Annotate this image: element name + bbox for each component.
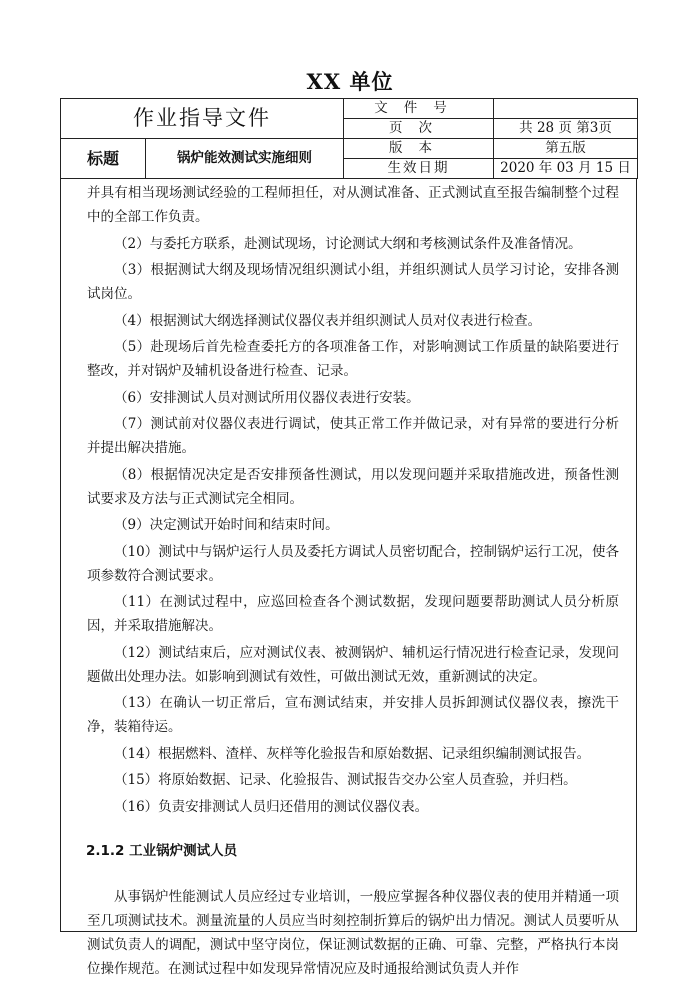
list-item: （2）与委托方联系，赴测试现场，讨论测试大纲和考核测试条件及准备情况。 xyxy=(114,235,582,252)
page-label: 页次 xyxy=(344,119,494,139)
title-label: 标题 xyxy=(61,139,146,179)
list-item: （10）测试中与锅炉运行人员及委托方调试人员密切配合，控制锅炉运行工况，使各项参数符合测试要求。 xyxy=(87,543,619,584)
effective-date-value: 2020 年 03 月 15 日 xyxy=(494,159,638,179)
document-type: 作业指导文件 xyxy=(61,99,344,139)
document-subject: 锅炉能效测试实施细则 xyxy=(146,139,344,179)
list-item: （13）在确认一切正常后，宣布测试结束，并安排人员拆卸测试仪器仪表，擦洗干净，装箱待运。 xyxy=(87,695,619,735)
list-item: （11）在测试过程中，应巡回检查各个测试数据，发现问题要帮助测试人员分析原因，并采取措施解决。 xyxy=(87,594,619,634)
effective-date-label: 生效日期 xyxy=(344,159,494,179)
list-item: （9）决定测试开始时间和结束时间。 xyxy=(114,517,339,533)
list-item: （3）根据测试大纲及现场情况组织测试小组，并组织测试人员学习讨论，安排各测试岗位。 xyxy=(87,262,619,302)
list-item: （4）根据测试大纲选择测试仪器仪表并组织测试人员对仪表进行检查。 xyxy=(114,312,542,329)
page-value: 共 28 页 第3页 xyxy=(494,119,638,139)
section-paragraph: 从事锅炉性能测试人员应经过专业培训，一般应掌握各种仪器仪表的使用并精通一项至几项测试技术。测量流量的人员应当时刻控制折算后的锅炉出力情况。测试人员要听从测试负责人的调配，测试中坚守岗位，保证测试数据的正确、可靠、完整，严格执行本岗位操作规范。在测试过程中如发现异常情况应及时通报给测试负责人并作 xyxy=(87,888,619,977)
list-item: （6）安排测试人员对测试所用仪器仪表进行安装。 xyxy=(114,389,420,406)
list-item: （14）根据燃料、渣样、灰样等化验报告和原始数据、记录组织编制测试报告。 xyxy=(114,745,591,762)
list-item: （12）测试结束后，应对测试仪表、被测锅炉、辅机运行情况进行检查记录，发现问题做出处理办法。如影响到测试有效性，可做出测试无效，重新测试的决定。 xyxy=(87,644,619,685)
document-header-table xyxy=(60,98,638,179)
list-item: （5）赴现场后首先检查委托方的各项准备工作，对影响测试工作质量的缺陷要进行整改，并对锅炉及辅机设备进行检查、记录。 xyxy=(87,339,619,379)
list-item: （16）负责安排测试人员归还借用的测试仪器仪表。 xyxy=(114,798,429,815)
version-value: 第五版 xyxy=(494,139,638,159)
doc-number-label: 文件号 xyxy=(344,99,494,119)
list-item: （7）测试前对仪器仪表进行调试，使其正常工作并做记录，对有异常的要进行分析并提出解决措施。 xyxy=(87,416,619,456)
doc-number-value xyxy=(494,99,638,119)
continuation-paragraph: 并具有相当现场测试经验的工程师担任，对从测试准备、正式测试直至报告编制整个过程中的全部工作负责。 xyxy=(87,185,619,225)
list-item: （15）将原始数据、记录、化验报告、测试报告交办公室人员查验，并归档。 xyxy=(114,772,577,788)
list-item: （8）根据情况决定是否安排预备性测试，用以发现问题并采取措施改进，预备性测试要求及方法与正式测试完全相同。 xyxy=(87,466,619,507)
section-heading: 2.1.2 工业锅炉测试人员 xyxy=(86,842,238,859)
version-label: 版本 xyxy=(344,139,494,159)
organization-title: XX 单位 xyxy=(306,69,394,94)
document-body xyxy=(87,181,619,983)
